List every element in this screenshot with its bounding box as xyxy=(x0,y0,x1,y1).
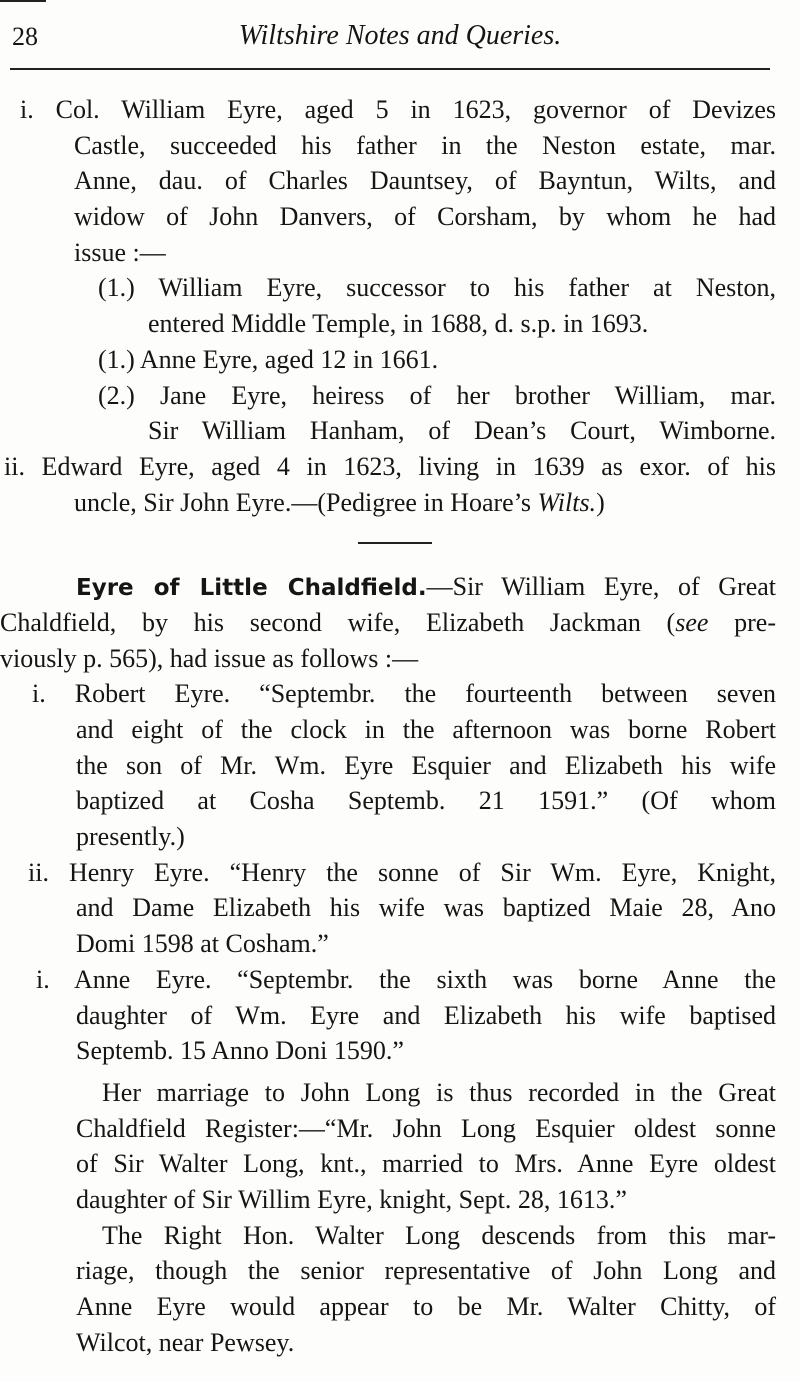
source-title: Wilts. xyxy=(537,487,597,517)
text-line: Sir William Hanham, of Dean’s Court, Wimborne. xyxy=(148,416,776,446)
text-line: i. Anne Eyre. “Septembr. the sixth was borne Anne the xyxy=(36,964,776,994)
text-line: riage, though the senior representative of John Long and xyxy=(76,1256,776,1286)
text-span: ) xyxy=(596,487,605,517)
text-line xyxy=(20,569,776,605)
text-line: ii. Henry Eyre. “Henry the sonne of Sir Wm. Eyre, Knight, xyxy=(28,857,776,887)
text-line: and Dame Elizabeth his wife was baptized Maie 28, Ano xyxy=(76,893,776,923)
text-line: viously p. 565), had issue as follows :— xyxy=(0,643,419,673)
text-line: entered Middle Temple, in 1688, d. s.p. in 1693. xyxy=(148,309,649,339)
text-line: i. Col. William Eyre, aged 5 in 1623, governor of Devizes xyxy=(20,95,776,124)
text-span: Chaldfield, by his second wife, Elizabeth Jackman ( xyxy=(0,607,676,637)
text-line: Domi 1598 at Cosham.” xyxy=(76,929,329,959)
text-line: (1.) Anne Eyre, aged 12 in 1661. xyxy=(98,344,439,374)
page-body xyxy=(0,92,776,1360)
text-line: issue :— xyxy=(74,237,166,267)
text-emphasis: see xyxy=(675,607,709,637)
text-line: baptized at Cosha Septemb. 21 1591.” (Of whom xyxy=(76,786,776,816)
text-line xyxy=(20,485,776,521)
text-line: presently.) xyxy=(76,822,185,852)
text-span: pre- xyxy=(708,607,776,637)
header-top-rule xyxy=(0,0,46,2)
text-line: of Sir Walter Long, knt., married to Mrs. Anne Eyre oldest xyxy=(76,1149,776,1179)
text-line: i. Robert Eyre. “Septembr. the fourteenth between seven xyxy=(32,679,776,709)
text-line: Wilcot, near Pewsey. xyxy=(76,1327,295,1357)
text-line: The Right Hon. Walter Long descends from this mar- xyxy=(102,1220,776,1250)
text-line xyxy=(0,605,776,641)
section-separator xyxy=(20,520,776,569)
text-line: (2.) Jane Eyre, heiress of her brother William, mar. xyxy=(98,380,776,410)
text-span: —Sir William Eyre, of Great xyxy=(426,572,776,602)
text-line: Anne, dau. of Charles Dauntsey, of Bayntun, Wilts, and xyxy=(74,166,776,196)
running-title: Wiltshire Notes and Queries. xyxy=(238,20,562,51)
text-line: and eight of the clock in the afternoon was borne Robert xyxy=(76,715,776,744)
header-rule xyxy=(10,68,770,70)
text-line: Anne Eyre would appear to be Mr. Walter Chitty, of xyxy=(76,1292,776,1321)
text-line: Castle, succeeded his father in the Neston estate, mar. xyxy=(74,130,776,160)
page-number: 28 xyxy=(12,22,38,51)
text-line: Septemb. 15 Anno Doni 1590.” xyxy=(76,1036,404,1066)
text-line: (1.) William Eyre, successor to his father at Neston, xyxy=(98,273,776,303)
text-line: daughter of Wm. Eyre and Elizabeth his wife baptised xyxy=(76,1000,776,1030)
text-line: ii. Edward Eyre, aged 4 in 1623, living in 1639 as exor. of his xyxy=(4,451,776,481)
text-span: uncle, Sir John Eyre.—(Pedigree in Hoare’s xyxy=(74,487,538,517)
section-heading: Eyre of Little Chaldfield. xyxy=(76,575,427,602)
text-line: widow of John Danvers, of Corsham, by whom he had xyxy=(74,202,776,232)
text-line: Her marriage to John Long is thus recorded in the Great xyxy=(102,1077,776,1107)
text-line: daughter of Sir Willim Eyre, knight, Sept. 28, 1613.” xyxy=(76,1184,627,1214)
text-line: the son of Mr. Wm. Eyre Esquier and Elizabeth his wife xyxy=(76,750,776,780)
separator-rule xyxy=(358,542,432,544)
text-line: Chaldfield Register:—“Mr. John Long Esquier oldest sonne xyxy=(76,1113,776,1143)
